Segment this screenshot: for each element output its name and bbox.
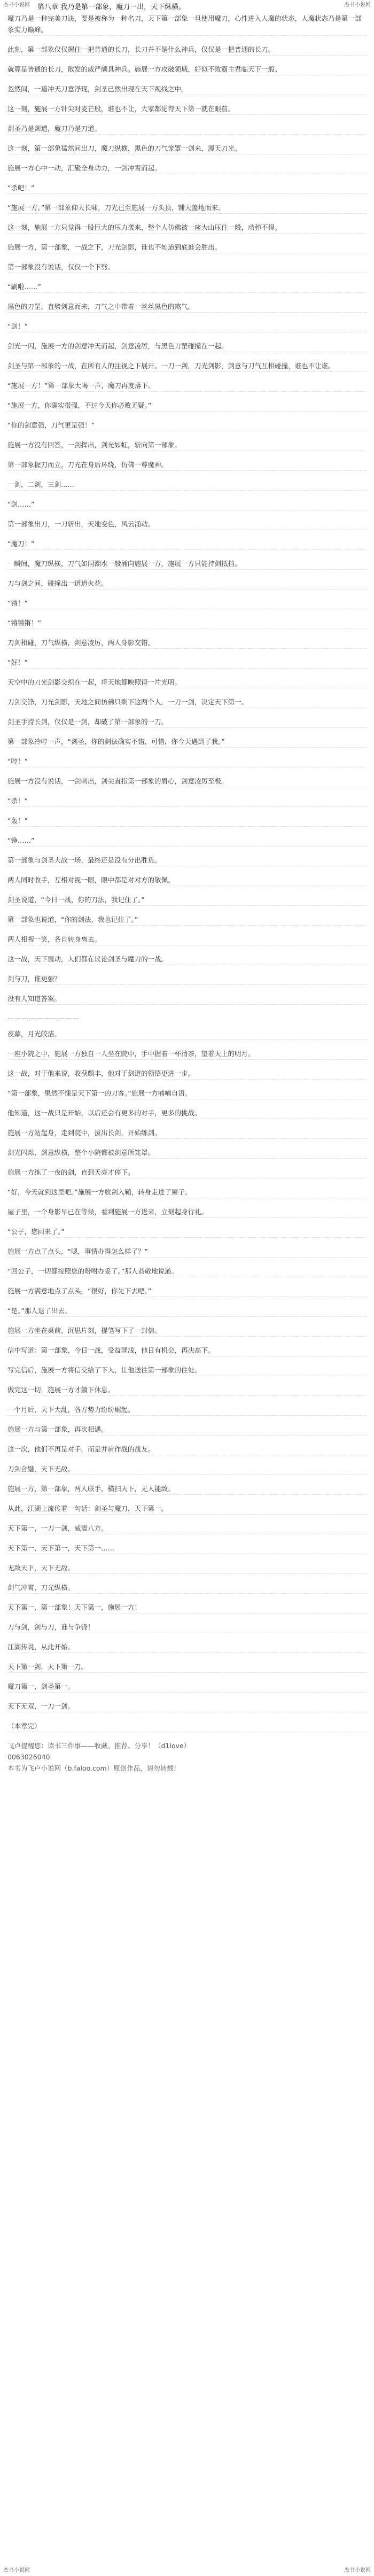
paragraph: “施展一方。”第一部象仰天长啸，刀光已至施展一方头顶，铺天盖地而来。 bbox=[7, 202, 367, 214]
paragraph: 第一部象也说道，“你的剑法，我也记住了。” bbox=[7, 914, 367, 926]
footer-link[interactable]: 本书为飞卢小说网（b.faloo.com）原创作品，请勿转载！ bbox=[7, 1764, 181, 1772]
paragraph: 剑气冲霄，刀光纵横。 bbox=[7, 1582, 367, 1594]
paragraph: 信中写道：第一部象，今日一战，受益匪浅，他日有机会，再决高下。 bbox=[7, 1345, 367, 1356]
paragraph: 天下第一，一刀一剑，威震八方。 bbox=[7, 1523, 367, 1534]
paragraph: 这一刻，施展一方针尖对麦芒般，谁也不让，大家都觉得天下第一就在眼前。 bbox=[7, 103, 367, 115]
paragraph: 天空中的刀光剑影交织在一起，将天地都映照得一片光明。 bbox=[7, 677, 367, 688]
paragraph: 施展一方心中一动，汇聚全身功力，一剑冲霄而起。 bbox=[7, 162, 367, 174]
paragraph: 一个月后，天下大乱，各方势力纷纷崛起。 bbox=[7, 1404, 367, 1416]
site-name-top-right: 杰书小说网 bbox=[344, 2, 371, 8]
paragraph: 剑圣与第一部象的一战，在所有人的注视之下展开。一刀一剑，刀光剑影，剑意与刀气互相碰撞，谁也不让谁。 bbox=[7, 360, 367, 372]
paragraph: 施展一方没有说话，一剑刺出，剑尖直指第一部象的眉心，剑意凌厉至极。 bbox=[7, 775, 367, 787]
footer-notice: 飞卢提醒您：读书三件事——收藏、推荐、分享！（d1love） bbox=[7, 1742, 191, 1750]
paragraph: 刀与剑，剑与刀，谁与争锋！ bbox=[7, 1621, 367, 1633]
paragraph: 施展一方与第一部象，再次相遇。 bbox=[7, 1424, 367, 1436]
paragraph: 施展一方满意地点了点头，“很好，你先下去吧。” bbox=[7, 1285, 367, 1297]
paragraph: 施展一方站起身，走到院中，拔出长剑，开始练剑。 bbox=[7, 1127, 367, 1139]
paragraph: 刀剑合璧，天下无敌。 bbox=[7, 1463, 367, 1475]
paragraph: “好，今天就到这里吧。”施展一方收剑入鞘，转身走进了屋子。 bbox=[7, 1186, 367, 1198]
paragraph: 一剑，二剑，三剑…… bbox=[7, 479, 367, 491]
paragraph: 江湖传说，从此开始。 bbox=[7, 1641, 367, 1653]
footer-numbers: 0063026040 bbox=[7, 1753, 50, 1761]
paragraph: 第一部象握刀而立，刀光在身后环绕，仿佛一尊魔神。 bbox=[7, 459, 367, 471]
paragraph: “回公子，一切都按照您的吩咐办妥了。”那人恭敬地说道。 bbox=[7, 1266, 367, 1277]
paragraph: 无敌天下，天下无敌。 bbox=[7, 1562, 367, 1574]
paragraph: 屋子里，一个身影早已在等候，看到施展一方进来，立刻起身行礼。 bbox=[7, 1206, 367, 1218]
paragraph: 此刻，第一部象仅仅握住一把普通的长刀，长刀并不是什么神兵，仅仅是一把普通的长刀。 bbox=[7, 44, 367, 56]
paragraph: 这一战，对于他来说，收获颇丰，他对于剑道的领悟更进一步。 bbox=[7, 1068, 367, 1080]
paragraph: 这一刻，施展一方只觉得一股巨大的压力袭来，整个人仿佛被一座大山压住一般，动弹不得。 bbox=[7, 222, 367, 234]
paragraph: 第一部象冷哼一声，“剑圣，你的剑法确实不错，可惜，你今天遇到了我。” bbox=[7, 736, 367, 748]
paragraph: “剑……” bbox=[7, 499, 367, 510]
paragraph: “锵！” bbox=[7, 598, 367, 609]
paragraph: 黑色的刀罡，直劈剑意而来，刀气之中带着一丝丝黑色的煞气。 bbox=[7, 301, 367, 313]
paragraph: “施展一方！”第一部象大喝一声，魔刀再度落下。 bbox=[7, 380, 367, 392]
paragraph: “剑！” bbox=[7, 321, 367, 332]
paragraph: “公子，您回来了。” bbox=[7, 1226, 367, 1238]
paragraph: 就算是普通的长刀，散发的威严颇具神兵。施展一方攻破领域，好似不败霸主君临天下一般。 bbox=[7, 64, 367, 75]
paragraph: 剑光一闪，施展一方的剑意冲天而起，剑意凌厉，与黑色刀罡碰撞在一起。 bbox=[7, 340, 367, 352]
paragraph: 刀剑相碰，刀气纵横，剑意凌厉，两人身影交错。 bbox=[7, 637, 367, 649]
paragraph: 忽然间，一道冲天刀意浮现，剑圣已然出现在天下视线之中。 bbox=[7, 83, 367, 95]
paragraph: —————————— bbox=[7, 1014, 80, 1022]
paragraph: 施展一方，第一部象，一战之下，刀光剑影，谁也不知道到底谁会胜出。 bbox=[7, 242, 367, 253]
paragraph: 两人同时收手，互相对视一眼，眼中都是对对方的敬佩。 bbox=[7, 874, 367, 886]
paragraph: 这一战，天下震动，人们都在议论剑圣与魔刀的一战。 bbox=[7, 953, 367, 965]
paragraph: “哼！” bbox=[7, 756, 367, 767]
paragraph: “是。”那人退了出去。 bbox=[7, 1305, 367, 1317]
paragraph: 夜幕，月光皎洁。 bbox=[7, 1028, 367, 1040]
site-name-top-left: 杰书小说网 bbox=[3, 2, 30, 8]
site-name-bottom-right: 杰书小说网 bbox=[344, 2567, 371, 2573]
paragraph: “锵锵锵！” bbox=[7, 617, 367, 629]
paragraph: 魔刀乃是一种完美刀诀，要是被称为一种名刀，天下第一部象一旦使用魔刀，心性进入人魔的状态，人魔状态乃是第一部象实力巅峰。 bbox=[7, 13, 367, 36]
paragraph: 施展一方坐在桌前，沉思片刻，提笔写下了一封信。 bbox=[7, 1325, 367, 1337]
paragraph: 剑与刀，谁更强？ bbox=[7, 973, 367, 985]
paragraph: 做完这一切，施展一方才躺下休息。 bbox=[7, 1384, 367, 1396]
paragraph: 施展一方没有回答，一剑挥出，剑光如虹，斩向第一部象。 bbox=[7, 439, 367, 451]
paragraph: “好！” bbox=[7, 657, 367, 669]
paragraph: 这一次，他们不再是对手，而是并肩作战的战友。 bbox=[7, 1444, 367, 1455]
chapter-title: 第八章 我乃是第一部象，魔刀一出，天下纵横。 bbox=[37, 3, 186, 11]
paragraph: 没有人知道答案。 bbox=[7, 993, 367, 1005]
paragraph: “第一部象，果然不愧是天下第一的刀客。”施展一方喃喃自语。 bbox=[7, 1088, 367, 1099]
paragraph: 剑圣乃是剑道，魔刀乃是刀道。 bbox=[7, 123, 367, 135]
paragraph: 刀剑交锋，刀光剑影，天地之间仿佛只剩下这两个人，一刀一剑，决定天下第一。 bbox=[7, 696, 367, 708]
paragraph: 施展一方练了一夜的剑，直到天亮才停下。 bbox=[7, 1167, 367, 1178]
paragraph: 他知道，这一战只是开始，以后还会有更多的对手，更多的挑战。 bbox=[7, 1107, 367, 1119]
paragraph: 刀与剑之间，碰撞出一道道火花。 bbox=[7, 578, 367, 589]
paragraph: 两人相视一笑，各自转身离去。 bbox=[7, 934, 367, 945]
paragraph: 天下第一，第一部象！天下第一，施展一方！ bbox=[7, 1602, 367, 1613]
paragraph: 这一刻，第一部象猛然间出刀，魔刀纵横，黑色的刀气笼罩一剑来，漫天刀光。 bbox=[7, 143, 367, 154]
paragraph: “杀！” bbox=[7, 795, 367, 807]
paragraph: “杀吧！” bbox=[7, 182, 367, 194]
paragraph: 施展一方点了点头，“嗯，事情办得怎么样了？” bbox=[7, 1246, 367, 1258]
paragraph: “刷啦……” bbox=[7, 281, 367, 293]
paragraph: 剑圣说道，“今日一战，你的刀法，我记住了。” bbox=[7, 894, 367, 906]
paragraph: “轰！” bbox=[7, 815, 367, 827]
paragraph: “魔刀！” bbox=[7, 538, 367, 550]
paragraph: （本章完） bbox=[7, 1720, 367, 1732]
paragraph: 一座小院之中，施展一方独自一人坐在院中，手中握着一杯清茶，望着天上的明月。 bbox=[7, 1048, 367, 1060]
paragraph: 剑圣手持长剑，仅仅是一剑，却破了第一部象的一刀。 bbox=[7, 716, 367, 728]
paragraph: 写完信后，施展一方将信交给了下人，让他送往第一部象的住处。 bbox=[7, 1364, 367, 1376]
paragraph: “铮……” bbox=[7, 835, 367, 847]
paragraph: 施展一方，第一部象，两人联手，横扫天下，无人能敌。 bbox=[7, 1483, 367, 1495]
paragraph: 剑光闪烁，剑意纵横，整个小院都被剑意所笼罩。 bbox=[7, 1147, 367, 1159]
paragraph: 天下第一剑，天下第一刀。 bbox=[7, 1661, 367, 1673]
paragraph: 魔刀第一，剑圣第一。 bbox=[7, 1681, 367, 1693]
paragraph: 从此，江湖上流传着一句话：剑圣与魔刀，天下第一。 bbox=[7, 1503, 367, 1515]
paragraph: “你的剑意强，刀气更是强！” bbox=[7, 420, 367, 431]
paragraph: 第一部象与剑圣大战一场，最终还是没有分出胜负。 bbox=[7, 855, 367, 866]
paragraph: 第一部象没有说话，仅仅一个下劈。 bbox=[7, 261, 367, 273]
chapter-body bbox=[7, 13, 367, 1774]
paragraph: 第一部象出刀，一刀斩出，天地变色，风云涌动。 bbox=[7, 518, 367, 530]
paragraph: 天下无双，一刀一剑。 bbox=[7, 1701, 367, 1712]
paragraph: “施展一方，你确实很强，不过今天你必败无疑。” bbox=[7, 400, 367, 412]
paragraph: 天下第一，天下第一，天下第一…… bbox=[7, 1542, 367, 1554]
paragraph: 一瞬间，魔刀纵横，刀气如同潮水一般涌向施展一方，施展一方只能持剑抵挡。 bbox=[7, 558, 367, 570]
site-name-bottom-left: 杰书小说网 bbox=[3, 2567, 30, 2573]
